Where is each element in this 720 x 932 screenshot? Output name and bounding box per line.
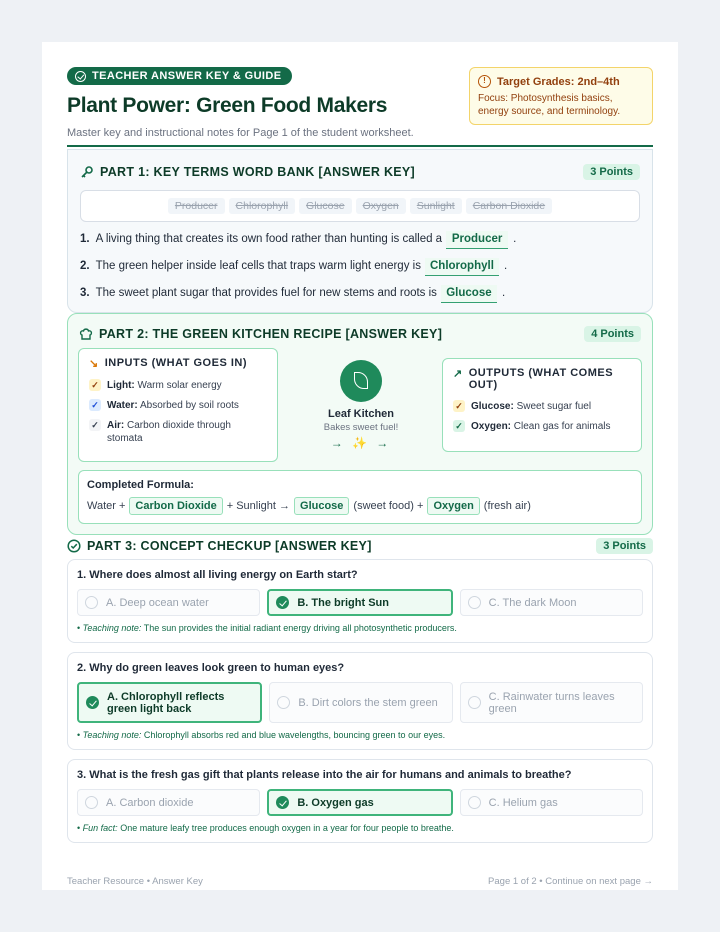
part3-section — [67, 535, 653, 833]
page-subtitle: Master key and instructional notes for Page 1 of the student worksheet. — [67, 126, 414, 139]
formula-answer: Glucose — [294, 497, 349, 515]
footer-left: Teacher Resource • Answer Key — [67, 876, 203, 887]
formula-answer: Oxygen — [427, 497, 479, 515]
part2-points: 4 Points — [584, 326, 641, 342]
radio-checked-icon — [276, 796, 289, 809]
fun-fact-note: • Fun fact: One mature leafy tree produces enough oxygen in a year for four people to breathe. — [77, 823, 454, 833]
item-end: . — [503, 260, 508, 272]
answer-option[interactable] — [460, 789, 643, 816]
worksheet-page — [42, 42, 678, 890]
arrow-out-icon: ↗ — [453, 368, 463, 380]
radio-icon — [85, 596, 98, 609]
word-bank-item: Glucose — [299, 198, 352, 214]
inputs-title: INPUTS (WHAT GOES IN) — [104, 357, 248, 369]
answer-blank: Chlorophyll — [425, 258, 499, 276]
output-desc: Clean gas for animals — [513, 421, 611, 432]
word-bank — [80, 190, 640, 222]
question-text: 1. Where does almost all living energy on Earth start? — [77, 569, 358, 581]
word-bank-item: Producer — [168, 198, 225, 214]
note-text: The sun provides the initial radiant energy driving all photosynthetic producers. — [143, 623, 457, 633]
item-end: . — [513, 233, 517, 245]
formula-title: Completed Formula: — [87, 479, 194, 491]
note-text: Chlorophyll absorbs red and blue wavelengths, bouncing green to our eyes. — [143, 730, 446, 740]
answer-option-correct[interactable] — [267, 789, 452, 816]
input-label: Air: — [107, 420, 125, 431]
formula-text: (sweet food) + — [353, 500, 424, 512]
input-item — [89, 419, 267, 445]
item-end: . — [501, 287, 506, 299]
radio-checked-icon — [276, 596, 289, 609]
note-text: One mature leafy tree produces enough oxygen in a year for four people to breathe. — [120, 823, 454, 833]
radio-icon — [468, 596, 481, 609]
output-desc: Sweet sugar fuel — [516, 401, 592, 412]
item-number: 1. — [80, 233, 90, 245]
part1-section — [67, 149, 653, 313]
question-text: 2. Why do green leaves look green to human eyes? — [77, 662, 345, 674]
part1-points: 3 Points — [583, 164, 640, 180]
grades-title: Target Grades: 2nd–4th — [497, 75, 620, 88]
part3-points: 3 Points — [596, 538, 653, 554]
check-icon: ✓ — [89, 399, 101, 411]
part2-title: PART 2: THE GREEN KITCHEN RECIPE [ANSWER KEY] — [99, 327, 443, 341]
page-content — [67, 67, 653, 887]
item-text: A living thing that creates its own food rather than hunting is called a — [95, 233, 443, 245]
option-label: B. Oxygen gas — [297, 796, 374, 809]
fill-in-item — [80, 231, 640, 249]
radio-icon — [85, 796, 98, 809]
check-icon: ✓ — [89, 379, 101, 391]
word-bank-item: Chlorophyll — [229, 198, 296, 214]
option-label: C. The dark Moon — [488, 596, 577, 609]
option-label: B. The bright Sun — [297, 596, 389, 609]
key-icon — [80, 165, 94, 179]
chef-hat-icon — [79, 327, 93, 341]
formula-answer: Carbon Dioxide — [129, 497, 222, 515]
input-desc: Carbon dioxide through stomata — [107, 420, 231, 444]
option-label: C. Rainwater turns leaves green — [488, 690, 615, 715]
part1-title: PART 1: KEY TERMS WORD BANK [ANSWER KEY] — [100, 165, 416, 179]
check-icon: ✓ — [453, 420, 465, 432]
formula-text: Water + — [87, 500, 126, 512]
grades-description: Focus: Photosynthesis basics, energy source, and terminology. — [478, 93, 621, 117]
input-desc: Warm solar energy — [137, 380, 222, 391]
item-text: The green helper inside leaf cells that traps warm light energy is — [95, 260, 421, 272]
input-desc: Absorbed by soil roots — [139, 400, 239, 411]
input-item — [89, 399, 267, 412]
check-icon: ✓ — [89, 419, 101, 431]
page-title: Plant Power: Green Food Makers — [67, 93, 388, 117]
inputs-box — [78, 348, 278, 462]
completed-formula — [78, 470, 642, 524]
question-card — [67, 559, 653, 643]
radio-icon — [468, 696, 481, 709]
answer-option-correct[interactable] — [77, 682, 262, 723]
formula-text: + Sunlight → — [226, 500, 291, 512]
item-number: 2. — [80, 260, 90, 272]
radio-icon — [468, 796, 481, 809]
input-label: Light: — [107, 380, 135, 391]
note-label: Fun fact: — [82, 823, 118, 833]
radio-checked-icon — [86, 696, 99, 709]
arrow-in-icon: ↘ — [89, 358, 99, 370]
answer-option[interactable] — [460, 682, 643, 723]
part3-title: PART 3: CONCEPT CHECKUP [ANSWER KEY] — [87, 539, 372, 553]
input-label: Water: — [107, 400, 138, 411]
input-item — [89, 379, 267, 392]
answer-key-badge — [67, 67, 292, 85]
output-label: Glucose: — [471, 401, 514, 412]
word-bank-item: Oxygen — [356, 198, 406, 214]
kitchen-title: Leaf Kitchen — [327, 408, 394, 420]
fill-in-item — [80, 258, 640, 276]
header-divider — [67, 145, 653, 147]
output-item — [453, 420, 631, 433]
note-label: Teaching note: — [82, 730, 142, 740]
item-text: The sweet plant sugar that provides fuel for new stems and roots is — [95, 287, 437, 299]
answer-blank: Producer — [446, 231, 508, 249]
option-label: A. Chlorophyll reflects green light back — [107, 690, 225, 715]
target-grades-callout — [469, 67, 653, 125]
question-text: 3. What is the fresh gas gift that plants release into the air for humans and animals to breathe? — [77, 769, 572, 781]
item-number: 3. — [80, 287, 90, 299]
leaf-kitchen — [286, 360, 436, 450]
answer-option-correct[interactable] — [267, 589, 452, 616]
teaching-note: • Teaching note: The sun provides the initial radiant energy driving all photosynthetic producers. — [77, 623, 457, 633]
answer-option[interactable] — [77, 589, 260, 616]
option-label: B. Dirt colors the stem green — [298, 696, 438, 709]
question-card — [67, 652, 653, 750]
page-footer — [67, 876, 653, 887]
note-label: Teaching note: — [82, 623, 142, 633]
question-card — [67, 759, 653, 843]
answer-blank: Glucose — [441, 285, 497, 303]
answer-option[interactable] — [77, 789, 260, 816]
answer-option[interactable] — [269, 682, 452, 723]
output-item — [453, 400, 631, 413]
option-label: C. Helium gas — [488, 796, 558, 809]
footer-right: Page 1 of 2 • Continue on next page → — [488, 876, 653, 887]
fill-in-item — [80, 285, 640, 303]
teaching-note: • Teaching note: Chlorophyll absorbs red and blue wavelengths, bouncing green to our eyes. — [77, 730, 446, 740]
answer-option[interactable] — [460, 589, 643, 616]
outputs-title: OUTPUTS (WHAT COMES OUT) — [468, 367, 614, 391]
kitchen-subtitle: Bakes sweet fuel! — [323, 422, 399, 433]
check-circle-icon — [67, 539, 81, 553]
word-bank-item: Sunlight — [410, 198, 462, 214]
leaf-icon — [340, 360, 382, 402]
radio-icon — [277, 696, 290, 709]
check-icon: ✓ — [453, 400, 465, 412]
option-label: A. Deep ocean water — [106, 596, 209, 609]
check-circle-icon — [75, 71, 86, 82]
part2-section — [67, 313, 653, 535]
flow-arrows-icon: → ✨ → — [330, 436, 392, 450]
info-icon: ! — [478, 75, 491, 88]
word-bank-item: Carbon Dioxide — [466, 198, 552, 214]
output-label: Oxygen: — [471, 421, 512, 432]
formula-row — [87, 497, 633, 515]
option-label: A. Carbon dioxide — [106, 796, 194, 809]
outputs-box — [442, 358, 642, 452]
badge-label: TEACHER ANSWER KEY & GUIDE — [92, 70, 282, 82]
formula-text: (fresh air) — [483, 500, 531, 512]
